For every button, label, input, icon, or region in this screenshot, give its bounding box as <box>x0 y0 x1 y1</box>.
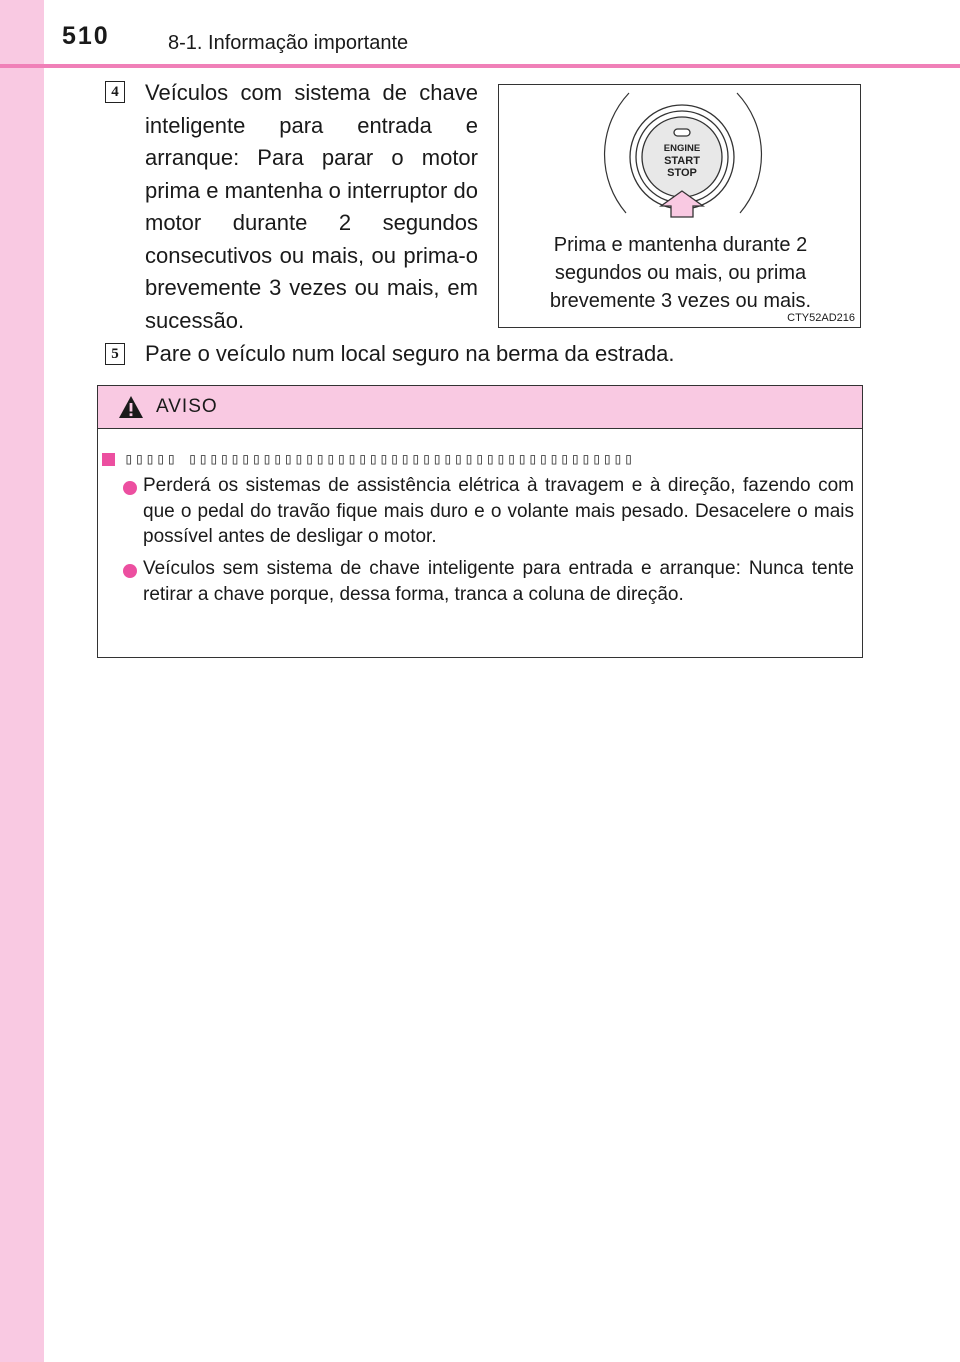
page-header <box>0 0 960 68</box>
step-number-4: 4 <box>105 81 125 103</box>
step-4-text: Veículos com sistema de chave inteligente para entrada e arranque: Para parar o motor prima e mantenha o interruptor do motor durante 2 segundos consecutivos ou mais, ou prima-o brevemente 3 vezes ou mais, em sucessão. <box>145 80 478 333</box>
step-number-5: 5 <box>105 343 125 365</box>
section-title: 8-1. Informação importante <box>168 32 409 54</box>
warning-header <box>98 386 862 429</box>
figure-caption: Prima e mantenha durante 2 segundos ou mais, ou prima brevemente 3 vezes ou mais. <box>549 234 812 312</box>
button-label-stop: STOP <box>667 167 697 179</box>
warning-subheading: ▯▯▯▯▯ ▯▯▯▯▯▯▯▯▯▯▯▯▯▯▯▯▯▯▯▯▯▯▯▯▯▯▯▯▯▯▯▯▯▯▯▯▯▯▯▯▯▯ <box>124 451 635 469</box>
figure-code: CTY52AD216 <box>787 312 855 324</box>
header-rule <box>0 64 960 68</box>
step-5-text: Pare o veículo num local seguro na berma da estrada. <box>145 341 675 366</box>
left-margin-band <box>0 0 44 1362</box>
bullet-dot-icon <box>123 564 137 578</box>
engine-button-figure <box>498 84 861 328</box>
bullet-dot-icon <box>123 481 137 495</box>
warning-title: AVISO <box>156 396 218 417</box>
warning-box <box>97 385 863 658</box>
warning-bullet-2: Veículos sem sistema de chave inteligente para entrada e arranque: Nunca tente retirar a chave porque, dessa forma, tranca a coluna de direção. <box>143 558 854 605</box>
warning-bullet-1: Perderá os sistemas de assistência elétrica à travagem e à direção, fazendo com que o pedal do travão fique mais duro e o volante mais pesado. Desacelere o mais possível antes de desligar o motor. <box>143 475 854 547</box>
page-number: 510 <box>62 22 110 50</box>
subheading-marker <box>102 453 115 466</box>
warning-triangle-icon <box>118 395 144 419</box>
button-label-engine: ENGINE <box>663 143 701 154</box>
button-label-start: START <box>664 155 700 167</box>
